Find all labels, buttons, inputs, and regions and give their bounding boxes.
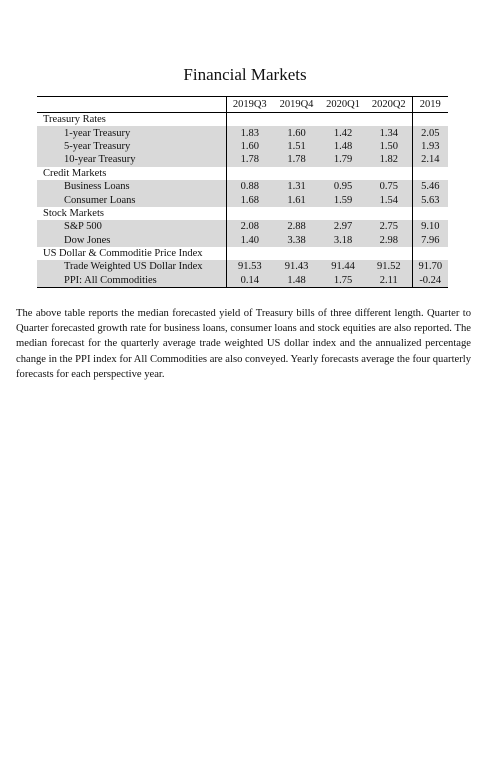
header-2019q3: 2019Q3 <box>226 97 273 113</box>
section-row <box>37 247 448 260</box>
cell: 91.44 <box>320 260 366 273</box>
cell: 91.52 <box>366 260 412 273</box>
cell: 5.63 <box>412 193 448 206</box>
header-2020q2: 2020Q2 <box>366 97 412 113</box>
cell: 1.93 <box>412 140 448 153</box>
cell: 1.61 <box>273 193 320 206</box>
cell: 2.11 <box>366 274 412 288</box>
header-2020q1: 2020Q1 <box>320 97 366 113</box>
section-row <box>37 207 448 220</box>
header-2019: 2019 <box>412 97 448 113</box>
table-row <box>37 140 448 153</box>
cell: 1.54 <box>366 193 412 206</box>
row-label: 5-year Treasury <box>37 140 226 153</box>
header-2019q4: 2019Q4 <box>273 97 320 113</box>
cell: 1.60 <box>226 140 273 153</box>
cell: 1.31 <box>273 180 320 193</box>
cell: 2.75 <box>366 220 412 233</box>
cell: 1.48 <box>320 140 366 153</box>
cell: 0.88 <box>226 180 273 193</box>
table-row <box>37 220 448 233</box>
row-label: 10-year Treasury <box>37 153 226 166</box>
table-header-row <box>37 97 448 113</box>
section-row <box>37 113 448 127</box>
cell: 1.83 <box>226 126 273 139</box>
page-title: Financial Markets <box>183 65 307 84</box>
table-row <box>37 234 448 247</box>
financial-markets-table <box>37 96 448 288</box>
section-label: Treasury Rates <box>37 113 226 127</box>
table-row <box>37 180 448 193</box>
row-label: S&P 500 <box>37 220 226 233</box>
table-row <box>37 193 448 206</box>
cell: 0.14 <box>226 274 273 288</box>
row-label: PPI: All Commodities <box>37 274 226 288</box>
row-label: Business Loans <box>37 180 226 193</box>
cell: 1.51 <box>273 140 320 153</box>
section-row <box>37 167 448 180</box>
cell: -0.24 <box>412 274 448 288</box>
cell: 1.34 <box>366 126 412 139</box>
cell: 1.68 <box>226 193 273 206</box>
section-label: US Dollar & Commoditie Price Index <box>37 247 226 260</box>
description-paragraph: The above table reports the median forecasted yield of Treasury bills of three different length. Quarter to Quarter forecasted growth rate for business loans, consumer loans and stock equities are also reported. The median forecast for the quarterly average trade weighted US dollar index and the annualized percentage change in the PPI index for All Commodities are also conveyed. Yearly forecasts average the four quarterly forecasts for each perspective year. <box>16 308 471 380</box>
cell: 91.70 <box>412 260 448 273</box>
table-row <box>37 260 448 273</box>
cell: 5.46 <box>412 180 448 193</box>
cell: 1.59 <box>320 193 366 206</box>
cell: 0.95 <box>320 180 366 193</box>
row-label: Consumer Loans <box>37 193 226 206</box>
cell: 1.40 <box>226 234 273 247</box>
table-row <box>37 274 448 288</box>
cell: 3.38 <box>273 234 320 247</box>
cell: 9.10 <box>412 220 448 233</box>
cell: 2.14 <box>412 153 448 166</box>
row-label: 1-year Treasury <box>37 126 226 139</box>
cell: 2.97 <box>320 220 366 233</box>
cell: 1.75 <box>320 274 366 288</box>
table-row <box>37 153 448 166</box>
row-label: Dow Jones <box>37 234 226 247</box>
cell: 2.05 <box>412 126 448 139</box>
cell: 2.88 <box>273 220 320 233</box>
cell: 1.48 <box>273 274 320 288</box>
cell: 3.18 <box>320 234 366 247</box>
cell: 1.60 <box>273 126 320 139</box>
table-row <box>37 126 448 139</box>
cell: 1.82 <box>366 153 412 166</box>
cell: 91.43 <box>273 260 320 273</box>
cell: 1.79 <box>320 153 366 166</box>
cell: 91.53 <box>226 260 273 273</box>
cell: 1.50 <box>366 140 412 153</box>
cell: 2.08 <box>226 220 273 233</box>
header-label-column <box>37 97 226 113</box>
cell: 1.78 <box>273 153 320 166</box>
cell: 7.96 <box>412 234 448 247</box>
section-label: Credit Markets <box>37 167 226 180</box>
cell: 1.78 <box>226 153 273 166</box>
cell: 1.42 <box>320 126 366 139</box>
cell: 2.98 <box>366 234 412 247</box>
row-label: Trade Weighted US Dollar Index <box>37 260 226 273</box>
section-label: Stock Markets <box>37 207 226 220</box>
cell: 0.75 <box>366 180 412 193</box>
